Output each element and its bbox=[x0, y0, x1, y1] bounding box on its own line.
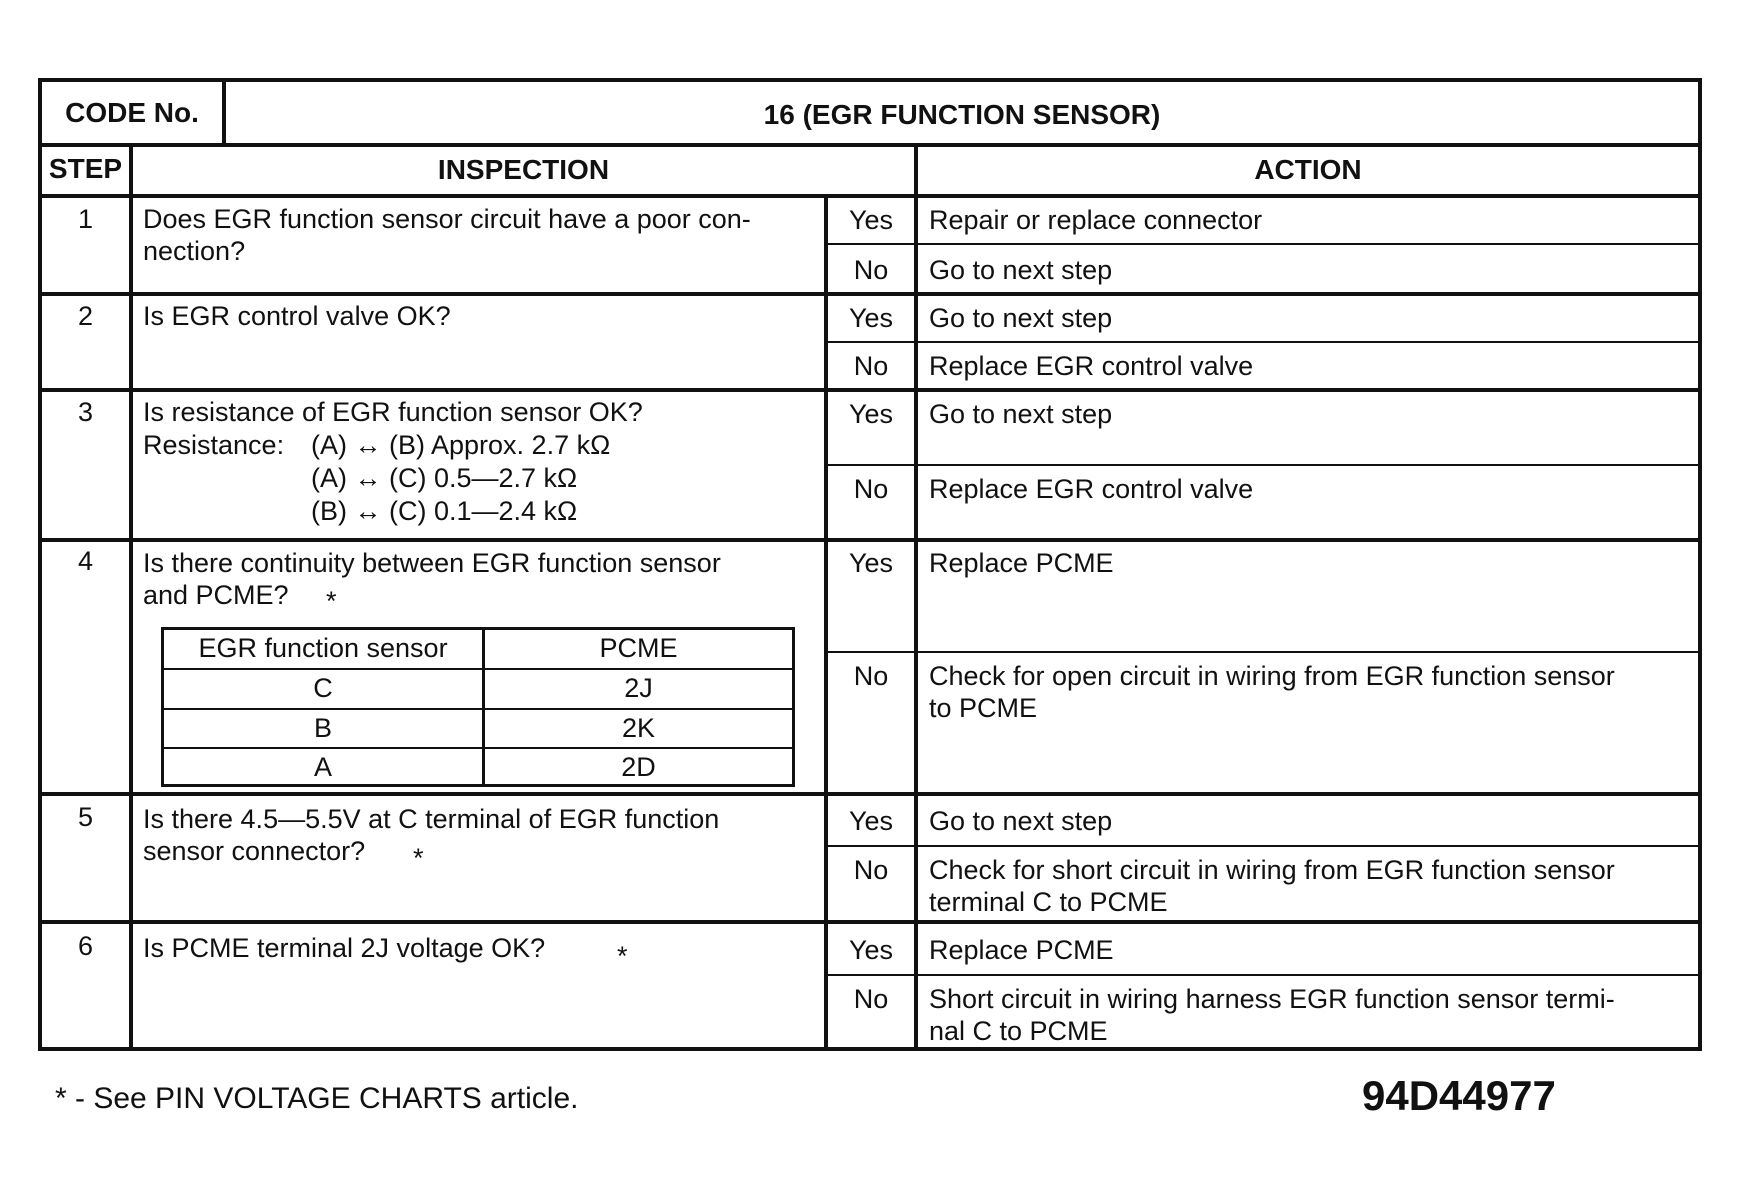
rule bbox=[824, 974, 1702, 976]
action-text: Go to next step bbox=[929, 399, 1113, 429]
answer-no: No bbox=[853, 351, 889, 381]
subtable-cell: A bbox=[313, 752, 332, 782]
asterisk-mark: * bbox=[326, 586, 337, 616]
action-text: Go to next step bbox=[929, 255, 1113, 285]
inspection-text: Is resistance of EGR function sensor OK? bbox=[143, 397, 643, 427]
answer-yes: Yes bbox=[848, 806, 894, 836]
rule bbox=[38, 388, 1702, 392]
answer-yes: Yes bbox=[848, 399, 894, 429]
action-text: Go to next step bbox=[929, 806, 1113, 836]
answer-no: No bbox=[853, 255, 889, 285]
action-text: Check for short circuit in wiring from EGR function sensor terminal C to PCME bbox=[929, 855, 1615, 917]
resistance-spec: (A) ↔ (B) Approx. 2.7 kΩ bbox=[311, 430, 611, 460]
answer-no: No bbox=[853, 855, 889, 885]
rule bbox=[38, 920, 1702, 924]
inspection-text: Is there continuity between EGR function sensor and PCME? bbox=[143, 548, 721, 610]
step-number: 3 bbox=[77, 397, 94, 427]
column-header-inspection: INSPECTION bbox=[437, 154, 610, 185]
rule bbox=[38, 792, 1702, 796]
rule bbox=[824, 243, 1702, 245]
action-text: Replace EGR control valve bbox=[929, 474, 1254, 504]
subtable-cell: B bbox=[313, 713, 332, 743]
pin-continuity-table bbox=[161, 627, 795, 787]
rule bbox=[38, 292, 1702, 296]
action-text: Replace PCME bbox=[929, 548, 1114, 578]
column-header-action: ACTION bbox=[1254, 154, 1362, 185]
answer-yes: Yes bbox=[848, 303, 894, 333]
rule bbox=[38, 194, 1702, 198]
step-number: 6 bbox=[77, 931, 94, 961]
subtable-header: PCME bbox=[599, 633, 678, 663]
asterisk-mark: * bbox=[617, 941, 628, 971]
answer-no: No bbox=[853, 984, 889, 1014]
subtable-cell: 2D bbox=[621, 752, 656, 782]
action-text: Go to next step bbox=[929, 303, 1113, 333]
subtable-cell: 2J bbox=[624, 673, 653, 703]
rule bbox=[38, 538, 1702, 542]
rule bbox=[824, 651, 1702, 653]
answer-no: No bbox=[853, 474, 889, 504]
action-text: Replace EGR control valve bbox=[929, 351, 1254, 381]
footnote: * - See PIN VOLTAGE CHARTS article. bbox=[55, 1082, 579, 1115]
rule bbox=[824, 845, 1702, 847]
rule bbox=[129, 143, 133, 1049]
answer-yes: Yes bbox=[848, 548, 894, 578]
resistance-label: Resistance: bbox=[143, 430, 285, 460]
answer-yes: Yes bbox=[848, 205, 894, 235]
column-header-step: STEP bbox=[48, 153, 123, 184]
resistance-spec: (B) ↔ (C) 0.1—2.4 kΩ bbox=[311, 496, 578, 526]
inspection-text: Does EGR function sensor circuit have a poor con- nection? bbox=[143, 204, 751, 266]
action-text: Repair or replace connector bbox=[929, 205, 1263, 235]
inspection-text: Is PCME terminal 2J voltage OK? bbox=[143, 933, 546, 963]
action-text: Replace PCME bbox=[929, 935, 1114, 965]
figure-id: 94D44977 bbox=[1362, 1072, 1556, 1119]
asterisk-mark: * bbox=[413, 843, 424, 873]
action-text: Short circuit in wiring harness EGR function sensor termi- nal C to PCME bbox=[929, 984, 1615, 1046]
inspection-text: Is EGR control valve OK? bbox=[143, 301, 451, 331]
code-label: CODE No. bbox=[65, 97, 199, 128]
step-number: 1 bbox=[77, 204, 94, 234]
subtable-header: EGR function sensor bbox=[198, 633, 448, 663]
rule bbox=[824, 341, 1702, 343]
step-number: 4 bbox=[77, 546, 94, 576]
step-number: 5 bbox=[77, 802, 94, 832]
step-number: 2 bbox=[77, 301, 94, 331]
answer-yes: Yes bbox=[848, 935, 894, 965]
inspection-text: Is there 4.5—5.5V at C terminal of EGR function sensor connector? bbox=[143, 804, 720, 866]
subtable-cell: C bbox=[313, 673, 333, 703]
resistance-spec: (A) ↔ (C) 0.5—2.7 kΩ bbox=[311, 463, 578, 493]
action-text: Check for open circuit in wiring from EGR function sensor to PCME bbox=[929, 661, 1615, 723]
rule bbox=[914, 143, 918, 1049]
rule bbox=[824, 464, 1702, 466]
code-value: 16 (EGR FUNCTION SENSOR) bbox=[763, 99, 1161, 130]
subtable-cell: 2K bbox=[621, 713, 656, 743]
answer-no: No bbox=[853, 661, 889, 691]
